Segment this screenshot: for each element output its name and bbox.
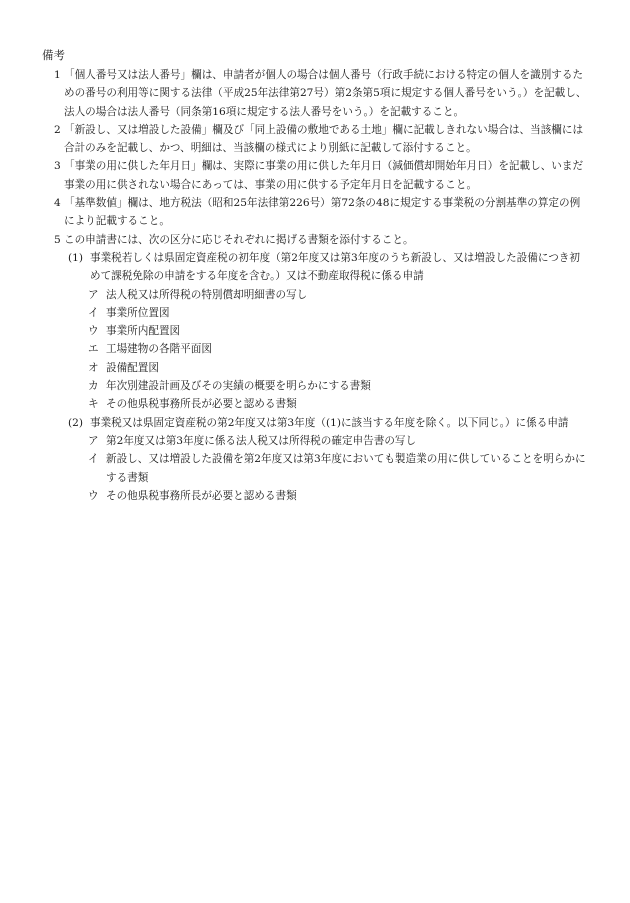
item-mark: ウ xyxy=(88,489,99,502)
item-mark: イ xyxy=(88,306,99,319)
note-number: 4 xyxy=(54,197,61,210)
item-text: 第2年度又は第3年度に係る法人税又は所得税の確定申告書の写し xyxy=(106,434,417,447)
subsection-number: (2) xyxy=(68,416,84,429)
item-mark: ア xyxy=(88,434,99,447)
item-mark: ア xyxy=(88,288,99,301)
remarks-list xyxy=(42,66,590,505)
item-text: 年次別建設計画及びその実績の概要を明らかにする書類 xyxy=(106,380,371,393)
item-text: 工場建物の各階平面図 xyxy=(106,343,212,356)
note-text: 「基準数値」欄は、地方税法（昭和25年法律第226号）第72条の48に規定する事業税の分割基準の算定の例により記載すること。 xyxy=(64,197,581,228)
item-text: その他県税事務所長が必要と認める書類 xyxy=(106,398,297,411)
item-text: 新設し、又は増設した設備を第2年度又は第3年度においても製造業の用に供していることを明らかにする書類 xyxy=(106,453,586,484)
note-text: 「個人番号又は法人番号」欄は、申請者が個人の場合は個人番号（行政手続における特定の個人を識別するための番号の利用等に関する法律（平成25年法律第27号）第2条第5項に規定する個人番号をいう。）を記載し、法人の場合は法人番号（同条第16項に規定する法人番号をいう。）を記載すること。 xyxy=(64,69,587,118)
note-1 xyxy=(42,66,590,121)
document-item xyxy=(42,322,590,340)
item-mark: カ xyxy=(88,380,99,393)
note-number: 3 xyxy=(54,160,61,173)
item-mark: キ xyxy=(88,398,99,411)
note-4 xyxy=(42,194,590,231)
item-mark: エ xyxy=(88,343,99,356)
subsection-1 xyxy=(42,249,590,286)
subsection-number: (1) xyxy=(68,251,84,264)
item-text: 設備配置図 xyxy=(106,361,159,374)
subsection-2 xyxy=(42,414,590,432)
subsection-text: 事業税若しくは県固定資産税の初年度（第2年度又は第3年度のうち新設し、又は増設した設備につき初めて課税免除の申請をする年度を含む。）又は不動産取得税に係る申請 xyxy=(90,251,580,283)
document-item xyxy=(42,450,590,487)
note-number: 2 xyxy=(54,123,61,136)
note-number: 5 xyxy=(54,233,61,246)
item-text: その他県税事務所長が必要と認める書類 xyxy=(106,489,297,502)
document-item xyxy=(42,432,590,450)
document-item xyxy=(42,395,590,413)
document-item xyxy=(42,340,590,358)
item-text: 事業所内配置図 xyxy=(106,325,181,338)
item-text: 法人税又は所得税の特別償却明細書の写し xyxy=(106,288,308,301)
item-mark: イ xyxy=(88,453,99,466)
remarks-heading: 備考 xyxy=(42,48,65,62)
item-mark: オ xyxy=(88,361,99,374)
subsection-text: 事業税又は県固定資産税の第2年度又は第3年度（(1)に該当する年度を除く。以下同じ。）に係る申請 xyxy=(90,416,569,429)
note-5 xyxy=(42,231,590,249)
note-3 xyxy=(42,157,590,194)
document-item xyxy=(42,359,590,377)
note-number: 1 xyxy=(54,69,61,81)
note-text: 「事業の用に供した年月日」欄は、実際に事業の用に供した年月日（減価償却開始年月日）を記載し、いまだ事業の用に供されない場合にあっては、事業の用に供する予定年月日を記載すること。 xyxy=(64,160,584,191)
document-item xyxy=(42,286,590,304)
note-text: 「新設し、又は増設した設備」欄及び「同上設備の敷地である土地」欄に記載しきれない場合は、当該欄には合計のみを記載し、かつ、明細は、当該欄の様式により別紙に記載して添付すること。 xyxy=(64,123,584,155)
note-2 xyxy=(42,121,590,158)
item-mark: ウ xyxy=(88,325,99,338)
item-text: 事業所位置図 xyxy=(106,306,170,319)
document-item xyxy=(42,377,590,395)
document-item xyxy=(42,304,590,322)
note-text: この申請書には、次の区分に応じそれぞれに掲げる書類を添付すること。 xyxy=(64,233,414,246)
document-item xyxy=(42,487,590,505)
